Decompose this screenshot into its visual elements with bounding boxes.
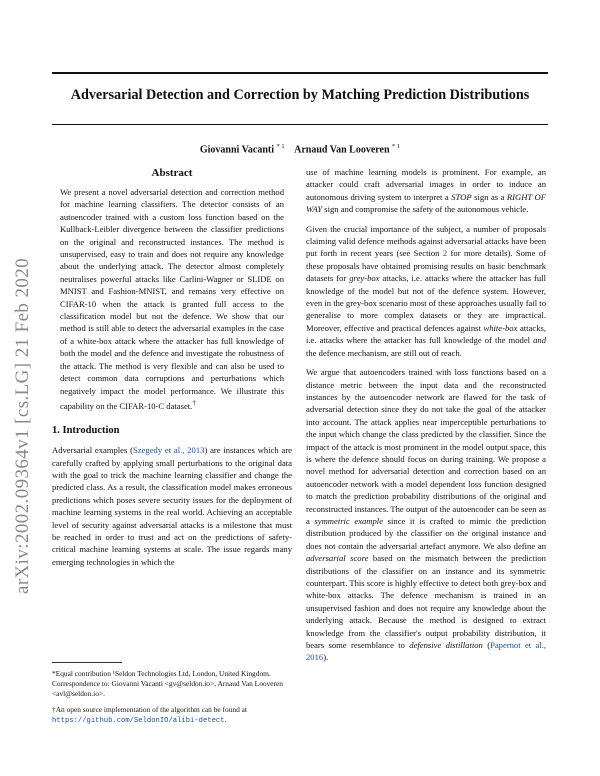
citation-link[interactable]: Papernot et al., 2016 — [306, 640, 546, 663]
section-heading-introduction: 1. Introduction — [52, 425, 120, 437]
author-affiliation-mark: * 1 — [276, 143, 285, 150]
body-text: Given the crucial importance of the subject, a number of proposals claiming valid defence methods against adversarial attacks have been put forth in recent years (see Section — [306, 223, 546, 259]
body-paragraph — [306, 366, 546, 664]
body-paragraph — [306, 223, 546, 359]
body-text: ). — [323, 652, 329, 663]
body-text-italic: STOP — [451, 191, 472, 202]
abstract-heading: Abstract — [151, 167, 193, 179]
body-text: attacks, i.e. attacks where the attacker has full knowledge of the model but not of the defence system. However, even in the grey-box scenario most of these approaches usually fail to generalise to more complex datasets or they are impractical. Moreover, effective and practical defences against — [306, 273, 546, 333]
code-url-link[interactable]: https://github.com/SeldonIO/alibi-detect — [52, 717, 225, 725]
body-text-italic: grey-box — [349, 273, 380, 284]
author-name: Giovanni Vacanti — [199, 144, 275, 156]
body-text: the defence mechanism, are still out of reach. — [306, 347, 462, 358]
code-footnote — [52, 705, 292, 726]
body-text-italic: adversarial score — [306, 553, 369, 564]
abstract-body — [52, 186, 292, 412]
body-paragraph — [306, 166, 546, 216]
paper-title: Adversarial Detection and Correction by Matching Prediction Distributions — [70, 87, 530, 103]
author-name: Arnaud Van Looveren — [294, 144, 390, 156]
body-text-italic: and — [533, 335, 546, 346]
body-text: sign and compromise the safety of the autonomous vehicle. — [322, 204, 529, 215]
footnote-text: . — [224, 715, 227, 724]
body-text: since it is crafted to mimic the prediction distribution produced by the classifier on the original instance and does not contain the adversarial artefact anymore. We also define an — [306, 515, 546, 551]
intro-text: ) are instances which are carefully crafted by applying small perturbations to the original data with the goal to trick the machine learning classifier and change the predicted class. As a result, the classification model makes erroneous predictions which poses severe security issues for the deployment of machine learning systems in the real world. Achieving an acceptable level of security against adversarial attacks is a milestone that must be reached in order to trust and act on the predictions of safety-critical machine learning systems at scale. The issue regards many emerging technologies in which the — [52, 445, 292, 567]
title-top-rule — [52, 72, 548, 74]
body-text: for more details). Some of these proposals have obtained promising results on basic benchmark datasets for — [306, 248, 546, 284]
body-text-italic: defensive distillation — [409, 640, 483, 651]
footnotes — [52, 654, 292, 732]
footnote-text: †An open source implementation of the algorithm can be found at — [52, 705, 247, 714]
left-column — [52, 166, 292, 575]
title-bottom-rule — [52, 124, 548, 125]
body-text: based on the mismatch between the prediction distributions of the classifier on an instance and its symmetric counterpart. This score is highly effective to detect both grey-box and white-box attacks. The defence mechanism is trained in an unsupervised fashion and does not require any knowledge about the underlying attack. Because the method is designed to extract knowledge from the classifier's output probability distribution, it bears some resemblance to — [306, 553, 546, 651]
body-text-italic: white-box — [483, 322, 518, 333]
body-text: use of machine learning models is prominent. For example, an attacker could craft adversarial images in order to induce an autonomous driving system to interpret a — [306, 167, 546, 202]
body-text: ( — [482, 640, 491, 651]
body-text-italic: symmetric example — [314, 515, 384, 526]
intro-paragraph — [52, 444, 292, 568]
footnote-block — [52, 669, 292, 726]
footnote-mark: † — [192, 398, 196, 407]
body-text: We argue that autoencoders trained with loss functions based on a distance metric between the input data and the reconstructed instances by the autoencoder network are flawed for the task of adversarial detection since they do not take the goal of the attacker into account. The attack applies near imperceptible perturbations to the input which change the class predicted by the classifier. Since the impact of the attack is most prominent in the model output space, this is where the defence should focus on during training. We propose a novel method for adversarial detection and correction based on an autoencoder network with a model dependent loss function designed to match the prediction probability distributions of the original and reconstructed instances. The output of the autoencoder can be seen as a — [306, 367, 546, 526]
body-text: attacks, i.e. attacks where the attacker has full knowledge of the model — [306, 322, 546, 346]
citation-link[interactable]: Szegedy et al., 2013 — [133, 445, 205, 456]
affiliation-footnote: *Equal contribution ¹Seldon Technologies Ltd, London, United Kingdom. Correspondence to: Giovanni Vacanti <gv@seldon.io>, Arnaud Van Looveren <avl@seldon.io>. — [52, 669, 283, 698]
body-text: sign as a — [471, 191, 507, 202]
section-ref-link[interactable]: 2 — [442, 248, 448, 259]
author-line — [52, 140, 548, 157]
body-text-italic: RIGHT OF WAY — [306, 191, 546, 215]
abstract-text: We present a novel adversarial detection and correction method for machine learning classifiers. The detector consists of an autoencoder trained with a custom loss function based on the Kullback-Leibler divergence between the classifier predictions on the original and reconstructed instances. The method is unsupervised, easy to train and does not require any knowledge about the underlying attack. The detector almost completely neutralises powerful attacks like Carlini-Wagner or SLIDE on MNIST and Fashion-MNIST, and remains very effective on CIFAR-10 when the attack is granted full access to the classification model but not the defence. We show that our method is still able to detect the adversarial examples in the case of a white-box attack where the attacker has full knowledge of both the model and the defence and investigate the robustness of the attack. The method is very flexible and can also be used to detect common data corruptions and perturbations which negatively impact the model performance. We illustrate this capability on the CIFAR-10-C dataset. — [60, 187, 284, 411]
author-affiliation-mark: * 1 — [392, 143, 401, 150]
intro-text: Adversarial examples ( — [52, 445, 134, 456]
footnote-rule — [52, 662, 122, 663]
arxiv-identifier: arXiv:2002.09364v1 [cs.LG] 21 Feb 2020 — [12, 257, 33, 594]
right-column — [306, 166, 546, 671]
